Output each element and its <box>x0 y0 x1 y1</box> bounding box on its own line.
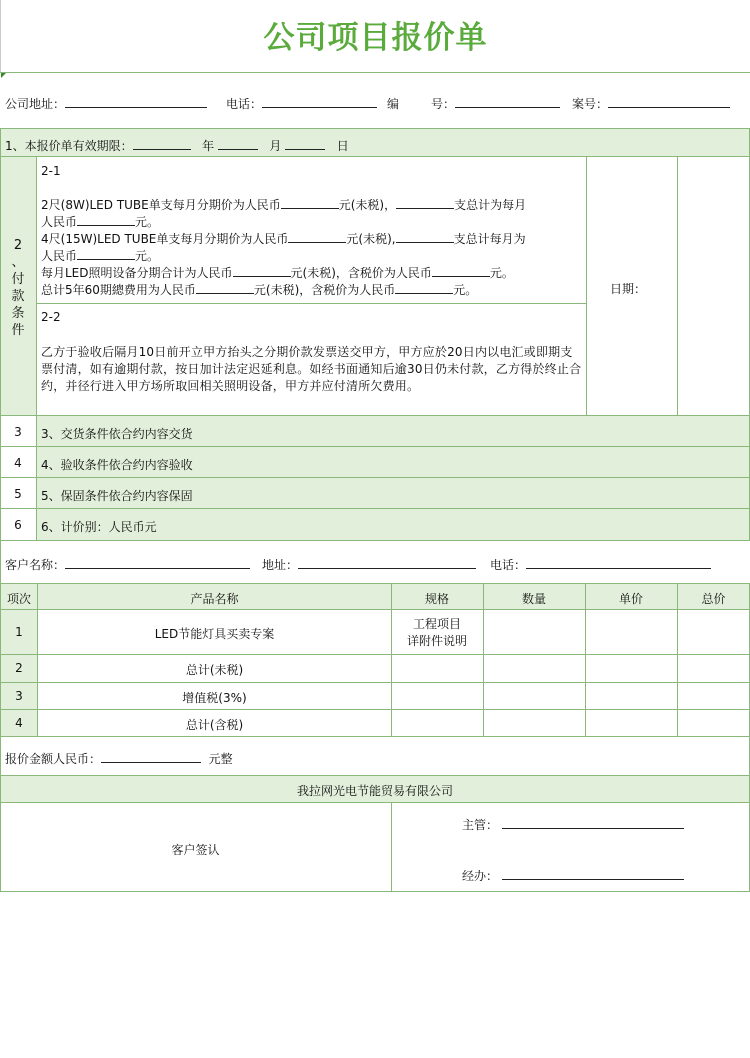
col-header-total: 总价 <box>701 592 726 606</box>
table-row-spec-1: 工程项目 <box>412 617 461 631</box>
col-header-spec: 规格 <box>424 592 449 606</box>
col-header-qty: 数量 <box>521 592 546 606</box>
term-row-num: 6 <box>14 518 22 532</box>
validity-row: 1、本报价单有效期限： 年 月 日 <box>5 139 349 153</box>
phone-field[interactable] <box>262 96 377 108</box>
payment-terms-label: 2 、 付 款 条 件 <box>11 238 25 338</box>
divider <box>0 682 750 683</box>
customer-address-field[interactable] <box>298 557 476 569</box>
table-row-spec-2: 详附件说明 <box>406 634 467 648</box>
supervisor-label: 主管： <box>462 816 684 833</box>
term-row-text: 5、保固条件依合约内容保固 <box>41 489 193 503</box>
customer-name-field[interactable] <box>65 557 250 569</box>
col-header-num: 项次 <box>6 592 31 606</box>
sub-2-1-line2a: 4尺(15W)LED TUBE单支每月分期价为人民币 元(未税), 支总计每月为 <box>41 232 526 246</box>
term-row-num: 4 <box>14 456 22 470</box>
sub-2-1-line1a: 2尺(8W)LED TUBE单支每月分期价为人民币 元(未税)， 支总计为每月 <box>41 198 527 212</box>
term-row-text: 6、计价别：人民币元 <box>41 520 157 534</box>
table-row-num: 4 <box>15 716 23 730</box>
sub-2-2-text: 乙方于验收后隔月10日前开立甲方抬头之分期价款发票送交甲方，甲方应於20日内以电汇或即期支票付清，如有逾期付款，按日加计法定迟延利息。如经书面通知后逾30日仍未付款，乙方得於终止合约，并径行进入甲方场所取回相关照明设备，甲方并应付清所欠费用。 <box>41 345 582 393</box>
col-header-name: 产品名称 <box>190 592 239 606</box>
customer-phone-field[interactable] <box>526 557 711 569</box>
divider <box>36 303 586 304</box>
sub-2-1-number: 2-1 <box>41 164 61 178</box>
sub-2-1-line4: 总计5年60期總费用为人民币 元(未税)，含税价为人民币 元。 <box>41 283 478 297</box>
customer-address-label: 地址： <box>262 556 476 573</box>
phone-label: 电话： <box>226 95 377 112</box>
divider <box>0 891 750 892</box>
sub-2-2-number: 2-2 <box>41 310 61 324</box>
table-row-name: LED节能灯具买卖专案 <box>154 627 275 641</box>
term-row-num: 3 <box>14 425 22 439</box>
number-label-1: 编 <box>387 97 400 111</box>
table-row-num: 1 <box>15 625 23 639</box>
divider <box>0 802 750 803</box>
table-row-name: 总计(未税) <box>185 663 244 677</box>
divider <box>391 583 392 736</box>
customer-phone-label: 电话： <box>490 556 711 573</box>
divider <box>0 736 750 737</box>
sub-2-1-line1b: 人民币 元。 <box>41 215 160 229</box>
divider <box>0 709 750 710</box>
date-label: 日期： <box>610 282 647 296</box>
divider <box>0 609 750 610</box>
term-row-text: 4、验收条件依合约内容验收 <box>41 458 193 472</box>
table-row-num: 3 <box>15 689 23 703</box>
divider <box>0 654 750 655</box>
sub-2-1-line3: 每月LED照明设备分期合计为人民币 元(未税)，含税价为人民币 元。 <box>41 266 514 280</box>
amount-row: 报价金额人民币： 元整 <box>5 752 233 766</box>
table-row-name: 增值税(3%) <box>182 691 247 705</box>
company-address-field[interactable] <box>65 96 207 108</box>
number-field[interactable] <box>455 96 560 108</box>
divider <box>677 156 678 415</box>
amount-field[interactable] <box>101 751 201 763</box>
case-no-field[interactable] <box>608 96 730 108</box>
divider <box>677 583 678 736</box>
divider <box>0 156 750 157</box>
handler-field[interactable] <box>502 868 684 880</box>
divider <box>585 583 586 736</box>
term-row-text: 3、交货条件依合约内容交货 <box>41 427 193 441</box>
divider <box>0 508 750 509</box>
handler-label: 经办： <box>462 867 684 884</box>
validity-year-field[interactable] <box>133 138 191 150</box>
validity-month-field[interactable] <box>218 138 258 150</box>
supervisor-field[interactable] <box>502 817 684 829</box>
corner-marker <box>1 73 6 78</box>
col-header-price: 单价 <box>618 592 643 606</box>
sub-2-1-line2b: 人民币 元。 <box>41 249 160 263</box>
term-row-num: 5 <box>14 487 22 501</box>
customer-name-label: 客户名称： <box>5 556 250 573</box>
divider <box>0 446 750 447</box>
customer-sign-label: 客户签认 <box>171 843 220 857</box>
page-title: 公司项目报价单 <box>0 0 750 72</box>
divider <box>483 583 484 736</box>
divider <box>37 583 38 736</box>
company-address-label: 公司地址： <box>5 95 207 112</box>
divider <box>391 802 392 891</box>
validity-day-field[interactable] <box>285 138 325 150</box>
divider <box>0 72 750 73</box>
table-row-name: 总计(含税) <box>185 718 244 732</box>
divider <box>0 477 750 478</box>
divider <box>0 540 750 541</box>
number-label-2: 号： <box>431 95 560 112</box>
case-no-label: 案号： <box>572 95 730 112</box>
divider <box>586 156 587 415</box>
table-row-num: 2 <box>15 661 23 675</box>
company-name: 我拉网光电节能贸易有限公司 <box>296 784 453 798</box>
